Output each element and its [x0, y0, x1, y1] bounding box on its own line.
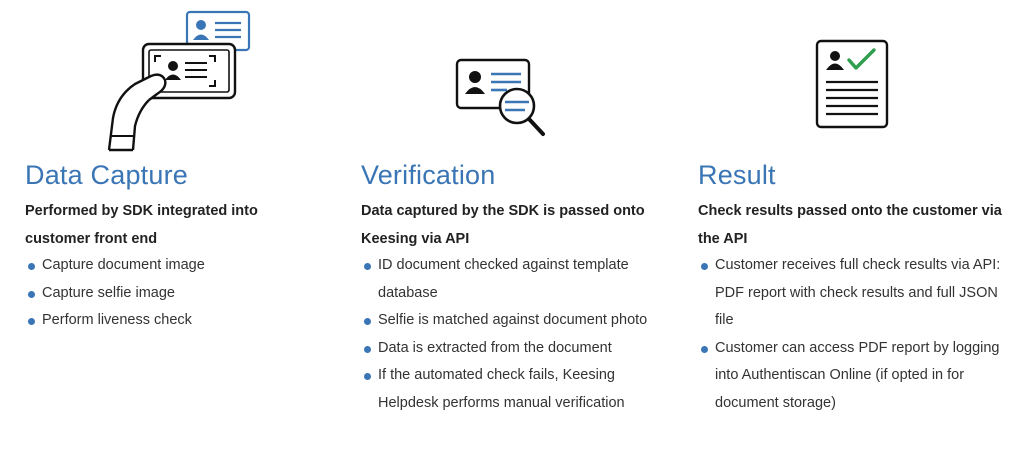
list-item: Selfie is matched against document photo	[361, 307, 661, 335]
step-bullet-list	[361, 252, 661, 417]
step-title: Data Capture	[25, 160, 188, 190]
list-item: ID document checked against template database	[361, 252, 661, 307]
step-verification	[361, 0, 671, 456]
list-item: Capture selfie image	[25, 280, 315, 308]
step-subtitle: Data captured by the SDK is passed onto Keesing via API	[361, 203, 645, 247]
list-item: Customer can access PDF report by logging into Authentiscan Online (if opted in for document storage)	[698, 335, 1008, 418]
list-item: Perform liveness check	[25, 307, 315, 335]
step-title: Verification	[361, 160, 496, 190]
list-item: Customer receives full check results via API: PDF report with check results and full JSON file	[698, 252, 1008, 335]
report-checkmark-icon	[813, 38, 893, 188]
step-result	[698, 0, 1008, 456]
step-title: Result	[698, 160, 776, 190]
step-data-capture	[25, 0, 325, 456]
step-bullet-list	[25, 252, 315, 335]
step-bullet-list	[698, 252, 1008, 417]
step-subtitle: Performed by SDK integrated into customer front end	[25, 203, 258, 247]
list-item: Capture document image	[25, 252, 315, 280]
list-item: Data is extracted from the document	[361, 335, 661, 363]
step-subtitle: Check results passed onto the customer via the API	[698, 203, 1002, 247]
list-item: If the automated check fails, Keesing Helpdesk performs manual verification	[361, 362, 661, 417]
hand-holding-phone-scanning-id-icon	[105, 0, 285, 150]
